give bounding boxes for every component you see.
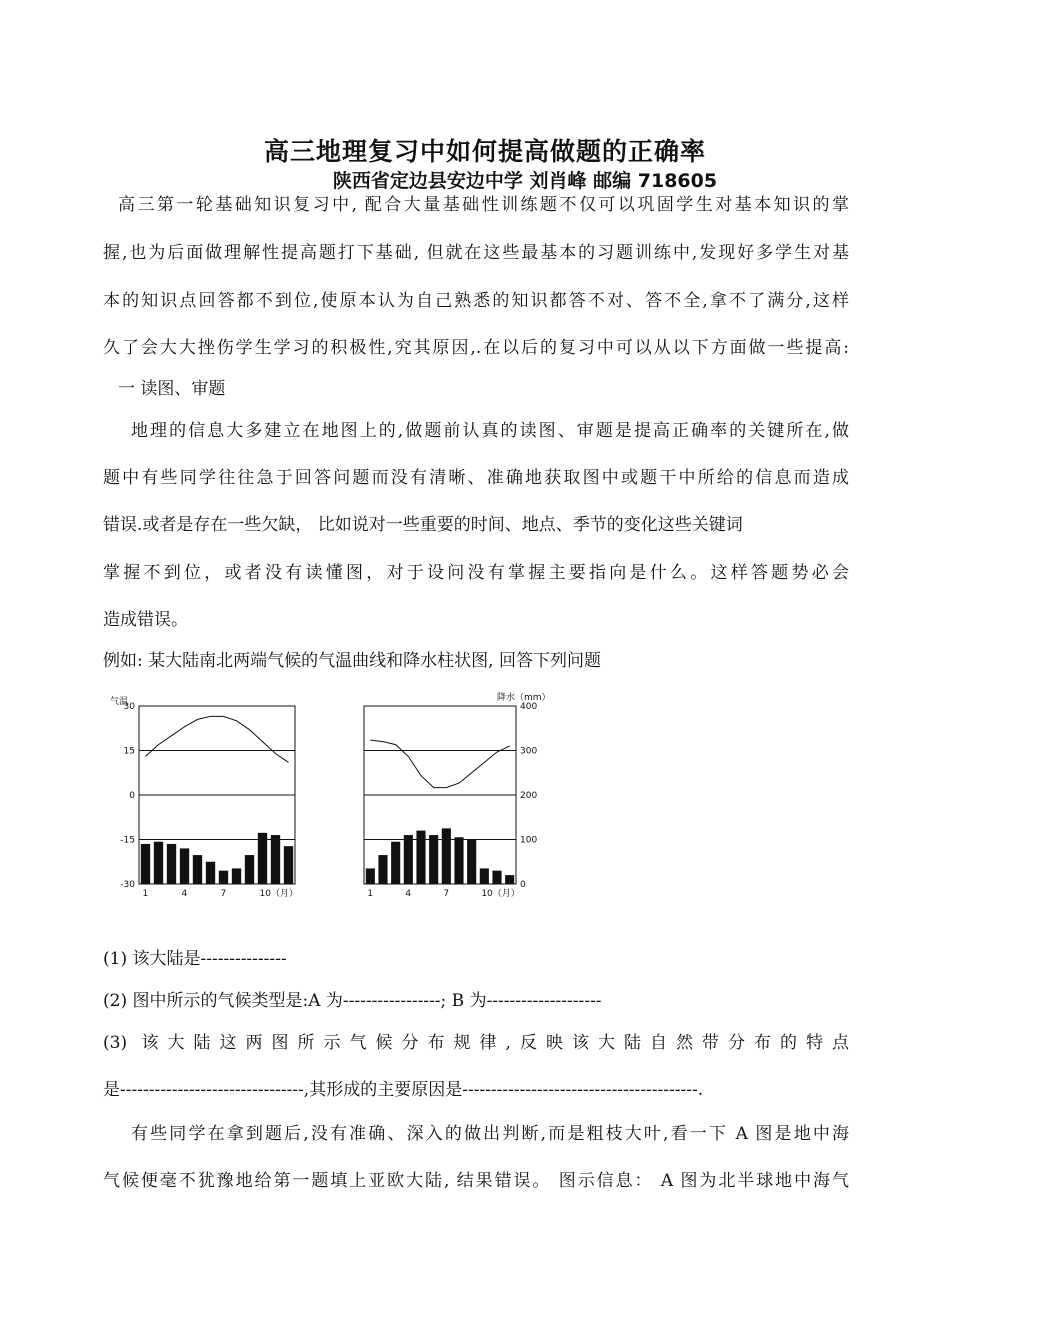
precipitation-bar: [154, 842, 163, 884]
y-tick-label: 300: [520, 746, 538, 757]
precipitation-bar: [416, 831, 425, 884]
climate-chart-a: [110, 695, 298, 899]
x-tick-label: 10（月）: [259, 889, 298, 899]
precipitation-bar: [206, 862, 215, 884]
paragraph-line: 高三第一轮基础知识复习中, 配合大量基础性训练题不仅可以巩固学生对基本知识的掌: [118, 195, 849, 215]
y-tick-label: -15: [120, 835, 135, 846]
precipitation-bar: [258, 833, 267, 884]
y-tick-label: -30: [120, 880, 135, 890]
question-3-cont: 是--------------------------------,其形成的主要原因是-----------------------------------------.: [103, 1080, 704, 1100]
paragraph-line: 久了会大大挫伤学生学习的积极性,究其原因,.在以后的复习中可以从以下方面做一些提高:: [103, 338, 849, 358]
temperature-curve: [146, 716, 289, 762]
precipitation-bar: [505, 875, 514, 884]
x-tick-label: 4: [405, 889, 412, 899]
x-tick-label: 7: [443, 889, 450, 899]
precipitation-bar: [167, 844, 176, 884]
y-tick-label: 100: [520, 835, 538, 846]
precipitation-bar: [404, 835, 413, 884]
temperature-curve: [370, 740, 509, 788]
x-tick-label: 1: [142, 889, 149, 899]
question-2: (2) 图中所示的气候类型是:A 为-----------------; B 为--------------------: [103, 991, 602, 1011]
y-tick-label: 200: [520, 791, 538, 801]
paragraph-line: 掌握不到位，或者没有读懂图，对于设问没有掌握主要指向是什么。这样答题势必会: [103, 563, 849, 583]
paragraph-line: 本的知识点回答都不到位,使原本认为自己熟悉的知识都答不对、答不全,拿不了满分,这样: [103, 291, 849, 311]
page-title: 高三地理复习中如何提高做题的正确率: [263, 137, 706, 166]
paragraph-line: 有些同学在拿到题后,没有准确、深入的做出判断,而是粗枝大叶,看一下 A 图是地中海: [131, 1124, 849, 1144]
precipitation-bar: [366, 868, 375, 884]
y-tick-label: 30: [123, 702, 135, 712]
precipitation-bar: [442, 828, 451, 884]
paragraph-line: 题中有些同学往往急于回答问题而没有清晰、准确地获取图中或题干中所给的信息而造成: [103, 468, 849, 488]
question-3: (3) 该大陆这两图所示气候分布规律,反映该大陆自然带分布的特点: [103, 1033, 849, 1053]
y-tick-label: 400: [520, 702, 538, 712]
precipitation-bar: [480, 868, 489, 884]
climate-charts-figure: [105, 688, 551, 908]
section-heading: 一 读图、审题: [118, 379, 226, 399]
temperature-axis-label: 气温: [110, 697, 129, 707]
y-tick-label: 0: [520, 880, 526, 890]
author-byline: 陕西省定边县安边中学 刘肖峰 邮编 718605: [332, 170, 718, 192]
precipitation-bar: [180, 848, 189, 884]
precipitation-bar: [467, 840, 476, 885]
example-intro: 例如: 某大陆南北两端气候的气温曲线和降水柱状图, 回答下列问题: [103, 651, 601, 671]
paragraph-line: 造成错误。: [103, 610, 188, 630]
paragraph-line: 地理的信息大多建立在地图上的,做题前认真的读图、审题是提高正确率的关键所在,做: [131, 421, 849, 441]
precipitation-axis-label: 降水（mm）: [497, 693, 551, 703]
paragraph-line: 错误.或者是存在一些欠缺， 比如说对一些重要的时间、地点、季节的变化这些关键词: [103, 515, 743, 535]
climate-chart-b: [364, 691, 551, 899]
precipitation-bar: [232, 868, 241, 884]
x-tick-label: 10（月）: [481, 889, 520, 899]
x-tick-label: 4: [181, 889, 188, 899]
precipitation-bar: [492, 871, 501, 884]
precipitation-bar: [245, 855, 254, 884]
y-tick-label: 0: [129, 791, 135, 801]
precipitation-bar: [219, 871, 228, 884]
question-1: (1) 该大陆是---------------: [103, 949, 287, 969]
precipitation-bar: [378, 855, 387, 884]
x-tick-label: 1: [367, 889, 374, 899]
precipitation-bar: [193, 855, 202, 884]
precipitation-bar: [454, 837, 463, 884]
paragraph-line: 气候便毫不犹豫地给第一题填上亚欧大陆, 结果错误。 图示信息： A 图为北半球地中海气: [103, 1171, 849, 1191]
paragraph-line: 握,也为后面做理解性提高题打下基础, 但就在这些最基本的习题训练中,发现好多学生对基: [103, 243, 849, 263]
precipitation-bar: [429, 835, 438, 884]
precipitation-bar: [284, 846, 293, 884]
precipitation-bar: [391, 842, 400, 884]
y-tick-label: 15: [123, 746, 135, 757]
precipitation-bar: [141, 844, 150, 884]
precipitation-bar: [271, 835, 280, 884]
x-tick-label: 7: [220, 889, 227, 899]
